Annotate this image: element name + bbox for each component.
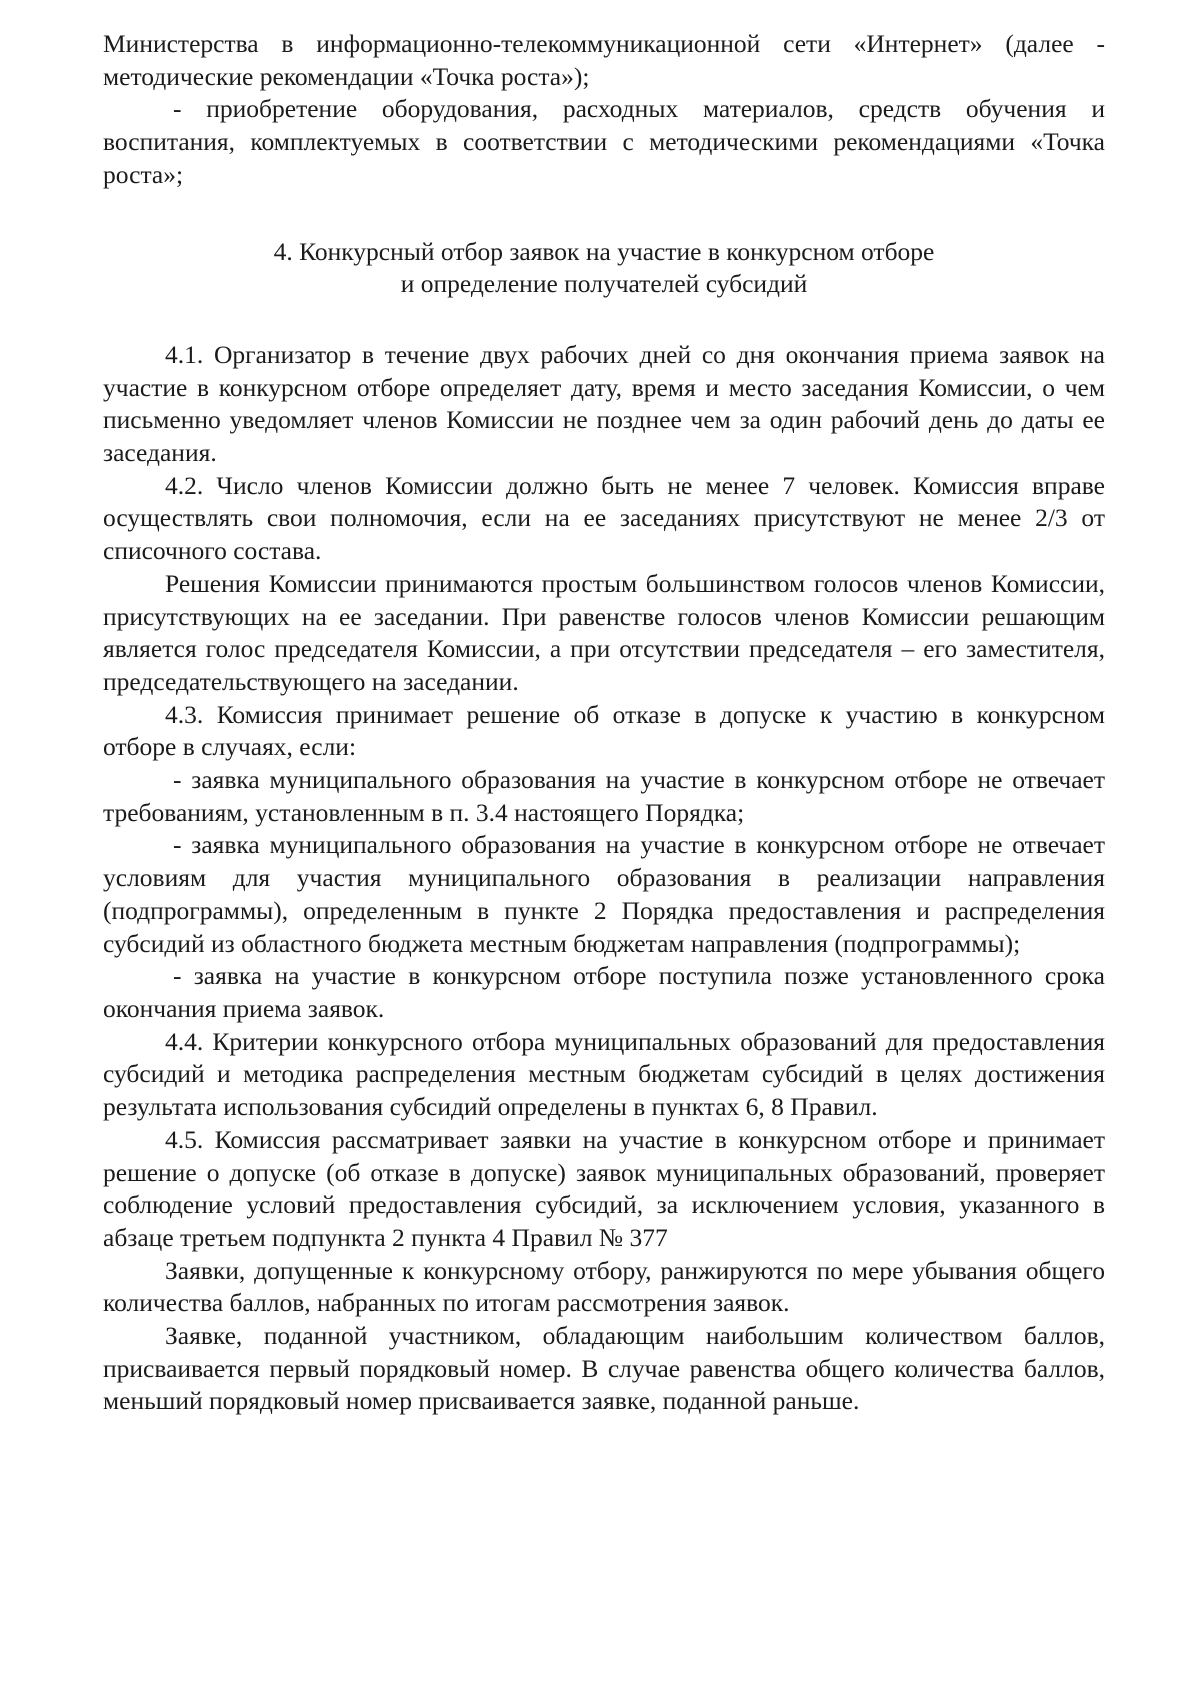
- paragraph-4-4: 4.4. Критерии конкурсного отбора муниципальных образований для предоставления субсидий и методика распределения местным бюджетам субсидий в целях достижения результата использования субсидий определены в пунктах 6, 8 Правил.: [103, 1026, 1105, 1122]
- list-item-late-submission: - заявка на участие в конкурсном отборе поступила позже установленного срока окончания приема заявок.: [103, 961, 1105, 1023]
- list-item-conditions: - заявка муниципального образования на участие в конкурсном отборе не отвечает условиям для участия муниципального образования в реализации направления (подпрограммы), определенным в пункте 2 Порядка предоставления и распределения субсидий из областного бюджета местным бюджетам направления (подпрограммы);: [103, 830, 1105, 958]
- top-list-item: - приобретение оборудования, расходных материалов, средств обучения и воспитания, комплектуемых в соответствии с методическими рекомендациями «Точка роста»;: [103, 94, 1105, 189]
- top-continuation-paragraph: Министерства в информационно-телекоммуникационной сети «Интернет» (далее - методические рекомендации «Точка роста»);: [103, 29, 1105, 91]
- paragraph-4-2: 4.2. Число членов Комиссии должно быть не менее 7 человек. Комиссия вправе осуществлять свои полномочия, если на ее заседаниях присутствуют не менее 2/3 от списочного состава.: [103, 470, 1105, 566]
- paragraph-decisions: Решения Комиссии принимаются простым большинством голосов членов Комиссии, присутствующих на ее заседании. При равенстве голосов членов Комиссии решающим является голос председателя Комиссии, а при отсутствии председателя – его заместителя, председательствующего на заседании.: [103, 568, 1105, 696]
- section-heading-line-1: 4. Конкурсный отбор заявок на участие в конкурсном отборе: [273, 236, 935, 266]
- paragraph-4-3: 4.3. Комиссия принимает решение об отказе в допуске к участию в конкурсном отборе в случаях, если:: [103, 699, 1105, 762]
- paragraph-4-1: 4.1. Организатор в течение двух рабочих дней со дня окончания приема заявок на участие в конкурсном отборе определяет дату, время и место заседания Комиссии, о чем письменно уведомляет членов Комиссии не позднее чем за один рабочий день до даты ее заседания.: [103, 339, 1105, 468]
- list-item-requirements: - заявка муниципального образования на участие в конкурсном отборе не отвечает требованиям, установленным в п. 3.4 настоящего Порядка;: [103, 765, 1105, 827]
- paragraph-ranking: Заявки, допущенные к конкурсному отбору, ранжируются по мере убывания общего количества баллов, набранных по итогам рассмотрения заявок.: [103, 1255, 1105, 1318]
- paragraph-4-5: 4.5. Комиссия рассматривает заявки на участие в конкурсном отборе и принимает решение о допуске (об отказе в допуске) заявок муниципальных образований, проверяет соблюдение условий предоставления субсидий, за исключением условия, указанного в абзаце третьем подпункта 2 пункта 4 Правил № 377: [103, 1124, 1105, 1252]
- paragraph-numbering: Заявке, поданной участником, обладающим наибольшим количеством баллов, присваивается первый порядковый номер. В случае равенства общего количества баллов, меньший порядковый номер присваивается заявке, поданной раньше.: [103, 1321, 1105, 1416]
- section-heading: [103, 236, 1105, 301]
- section-heading-line-2: и определение получателей субсидий: [400, 269, 808, 299]
